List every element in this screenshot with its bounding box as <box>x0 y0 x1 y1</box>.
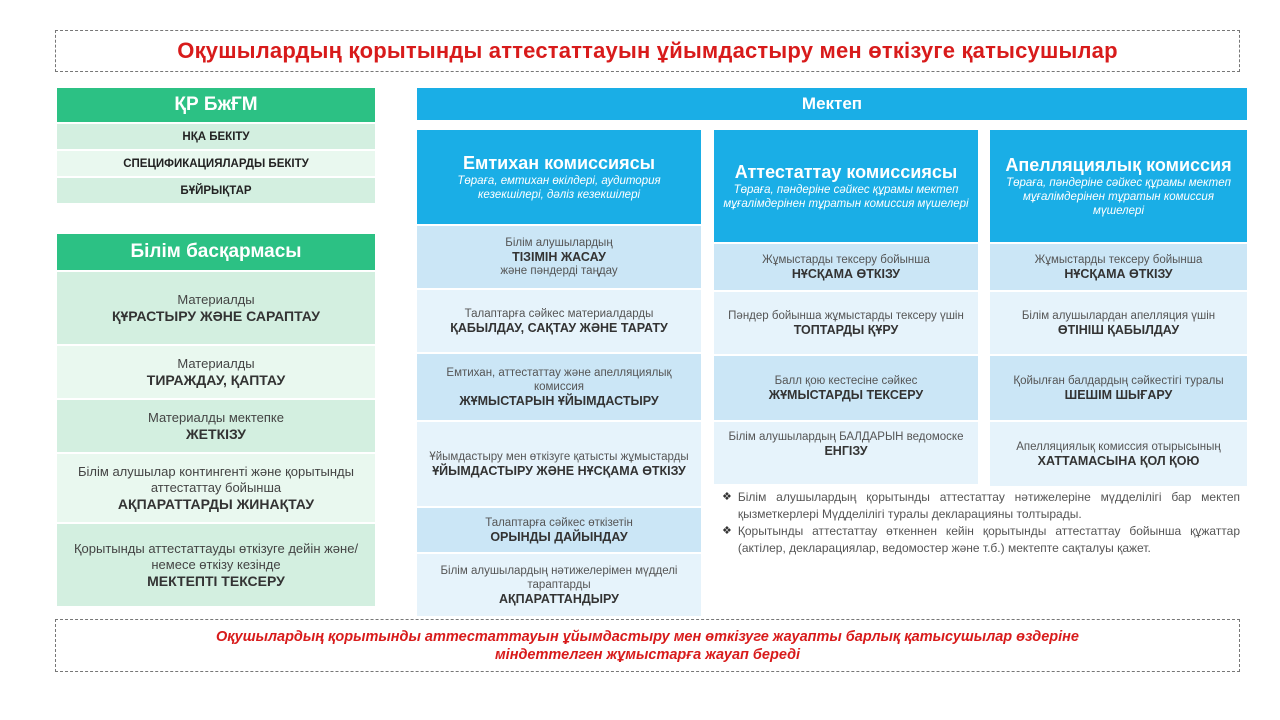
note-text: Қорытынды аттестаттау өткеннен кейін қорытынды аттестаттау бойынша құжаттар (актілер, декларациялар, ведомостер және т.б.) мектепте сақталуы қажет. <box>737 524 1240 555</box>
appel-header <box>990 130 1247 242</box>
emtihan-item-text: Талаптарға сәйкес өткізетін <box>485 517 633 529</box>
attest-item <box>714 356 978 420</box>
bilim-item-text: Білім алушылар контингенті және қорытынды аттестаттау бойынша <box>78 464 354 495</box>
emtihan-item-bold: ТІЗІМІН ЖАСАУ <box>512 250 606 264</box>
bilim-item <box>57 346 375 398</box>
emtihan-subtitle: Төраға, емтихан өкілдері, аудитория кезекшілері, дәліз кезекшілері <box>457 174 661 201</box>
diamond-bullet-icon: ❖ <box>722 491 732 503</box>
bilim-header <box>57 234 375 270</box>
attest-item-text: Білім алушылардың БАЛДАРЫН ведомоске <box>728 431 964 443</box>
attest-subtitle: Төраға, пәндеріне сәйкес құрамы мектеп мұғалімдерінен тұратын комиссия мүшелері <box>723 183 969 210</box>
emtihan-item-bold: ОРЫНДЫ ДАЙЫНДАУ <box>490 530 628 544</box>
bilim-item-bold: ЖЕТКІЗУ <box>186 426 246 442</box>
appel-title: Апелляциялық комиссия <box>1005 154 1232 175</box>
appel-subtitle: Төраға, пәндеріне сәйкес құрамы мектеп мұғалімдерінен тұратын комиссия мүшелері <box>1006 176 1231 217</box>
bilim-item-bold: АҚПАРАТТАРДЫ ЖИНАҚТАУ <box>117 496 315 512</box>
appel-item <box>990 292 1247 354</box>
bilim-item-text: Қорытынды аттестаттауды өткізуге дейін және/немесе өткізу кезінде <box>73 541 359 572</box>
bilim-item-bold: МЕКТЕПТІ ТЕКСЕРУ <box>147 573 285 589</box>
footer-box <box>55 619 1240 672</box>
note-item <box>722 523 1240 557</box>
emtihan-item-bold: ҰЙЫМДАСТЫРУ ЖӘНЕ НҰСҚАМА ӨТКІЗУ <box>432 464 686 478</box>
appel-item-bold: ХАТТАМАСЫНА ҚОЛ ҚОЮ <box>1037 454 1200 468</box>
emtihan-item-text: Емтихан, аттестаттау және апелляциялық комиссия <box>446 367 672 393</box>
emtihan-item <box>417 508 701 552</box>
emtihan-item <box>417 290 701 352</box>
appel-item <box>990 422 1247 486</box>
note-item <box>722 489 1240 523</box>
appel-item <box>990 356 1247 420</box>
emtihan-item-post: және пәндерді таңдау <box>500 265 618 277</box>
kr-item-label: СПЕЦИФИКАЦИЯЛАРДЫ БЕКІТУ <box>123 157 309 170</box>
page-title: Оқушылардың қорытынды аттестаттауын ұйымдастыру мен өткізуге қатысушылар <box>177 38 1118 63</box>
attest-item-text: Пәндер бойынша жұмыстарды тексеру үшін <box>728 310 964 322</box>
emtihan-item-bold: ҚАБЫЛДАУ, САҚТАУ ЖӘНЕ ТАРАТУ <box>450 321 668 335</box>
attest-title: Аттестаттау комиссиясы <box>734 161 958 182</box>
appel-item-text: Қойылған балдардың сәйкестігі туралы <box>1013 375 1224 387</box>
kr-header-label: ҚР БжҒМ <box>174 94 258 115</box>
bilim-item-bold: ҚҰРАСТЫРУ ЖӘНЕ САРАПТАУ <box>111 308 321 324</box>
attest-item-text: Балл қою кестесіне сәйкес <box>774 375 918 387</box>
appel-item-text: Жұмыстарды тексеру бойынша <box>1034 254 1203 266</box>
attest-item <box>714 292 978 354</box>
emtihan-item-text: Ұйымдастыру мен өткізуге қатысты жұмыстарды <box>429 451 689 463</box>
attest-item-bold: ЕНГІЗУ <box>824 444 868 458</box>
emtihan-item-text: Білім алушылардың нәтижелерімен мүдделі тараптарды <box>440 565 678 591</box>
emtihan-item-text: Білім алушылардың <box>505 237 613 249</box>
attest-item <box>714 244 978 290</box>
kr-item-label: БҰЙРЫҚТАР <box>180 184 252 197</box>
title-box <box>55 30 1240 72</box>
kr-item-label: НҚА БЕКІТУ <box>182 130 250 143</box>
appel-item-text: Апелляциялық комиссия отырысының <box>1016 441 1221 453</box>
bilim-item-bold: ТИРАЖДАУ, ҚАПТАУ <box>146 372 286 388</box>
kr-header <box>57 88 375 122</box>
attest-header <box>714 130 978 242</box>
appel-item-bold: ӨТІНІШ ҚАБЫЛДАУ <box>1057 323 1180 337</box>
diamond-bullet-icon: ❖ <box>722 525 732 537</box>
bilim-item-text: Материалды <box>177 292 255 307</box>
bilim-item-text: Материалды <box>177 356 255 371</box>
mektep-header <box>417 88 1247 120</box>
notes <box>722 489 1240 557</box>
emtihan-item <box>417 422 701 506</box>
bilim-item <box>57 524 375 606</box>
emtihan-header <box>417 130 701 224</box>
emtihan-item <box>417 354 701 420</box>
appel-item <box>990 244 1247 290</box>
attest-item <box>714 422 978 484</box>
emtihan-item-bold: ЖҰМЫСТАРЫН ҰЙЫМДАСТЫРУ <box>459 394 659 408</box>
appel-item-bold: ШЕШІМ ШЫҒАРУ <box>1064 388 1173 402</box>
appel-item-bold: НҰСҚАМА ӨТКІЗУ <box>1064 267 1173 281</box>
attest-item-bold: ЖҰМЫСТАРДЫ ТЕКСЕРУ <box>768 388 924 402</box>
appel-item-text: Білім алушылардан апелляция үшін <box>1021 310 1216 322</box>
mektep-header-label: Мектеп <box>801 94 863 113</box>
kr-item <box>57 124 375 149</box>
attest-item-text: Жұмыстарды тексеру бойынша <box>762 254 930 266</box>
emtihan-title: Емтихан комиссиясы <box>463 152 655 173</box>
bilim-header-label: Білім басқармасы <box>130 241 302 262</box>
bilim-item-text: Материалды мектепке <box>148 410 284 425</box>
bilim-item <box>57 454 375 522</box>
bilim-item <box>57 272 375 344</box>
kr-item <box>57 151 375 176</box>
footer-text: Оқушылардың қорытынды аттестаттауын ұйымдастыру мен өткізуге жауапты барлық қатысушылар өздеріне міндеттелген жұмыстарға жауап береді <box>216 628 1079 663</box>
kr-item <box>57 178 375 203</box>
bilim-item <box>57 400 375 452</box>
emtihan-item-bold: АҚПАРАТТАНДЫРУ <box>499 592 619 606</box>
attest-item-bold: ТОПТАРДЫ ҚҰРУ <box>793 323 899 337</box>
attest-item-bold: НҰСҚАМА ӨТКІЗУ <box>791 267 901 281</box>
note-text: Білім алушылардың қорытынды аттестаттау нәтижелеріне мүдделілігі бар мектеп қызметкерлері Мүдделілігі туралы декларацияны толтырады. <box>737 490 1240 521</box>
emtihan-item <box>417 226 701 288</box>
emtihan-item-text: Талаптарға сәйкес материалдарды <box>464 308 654 320</box>
emtihan-item <box>417 554 701 616</box>
